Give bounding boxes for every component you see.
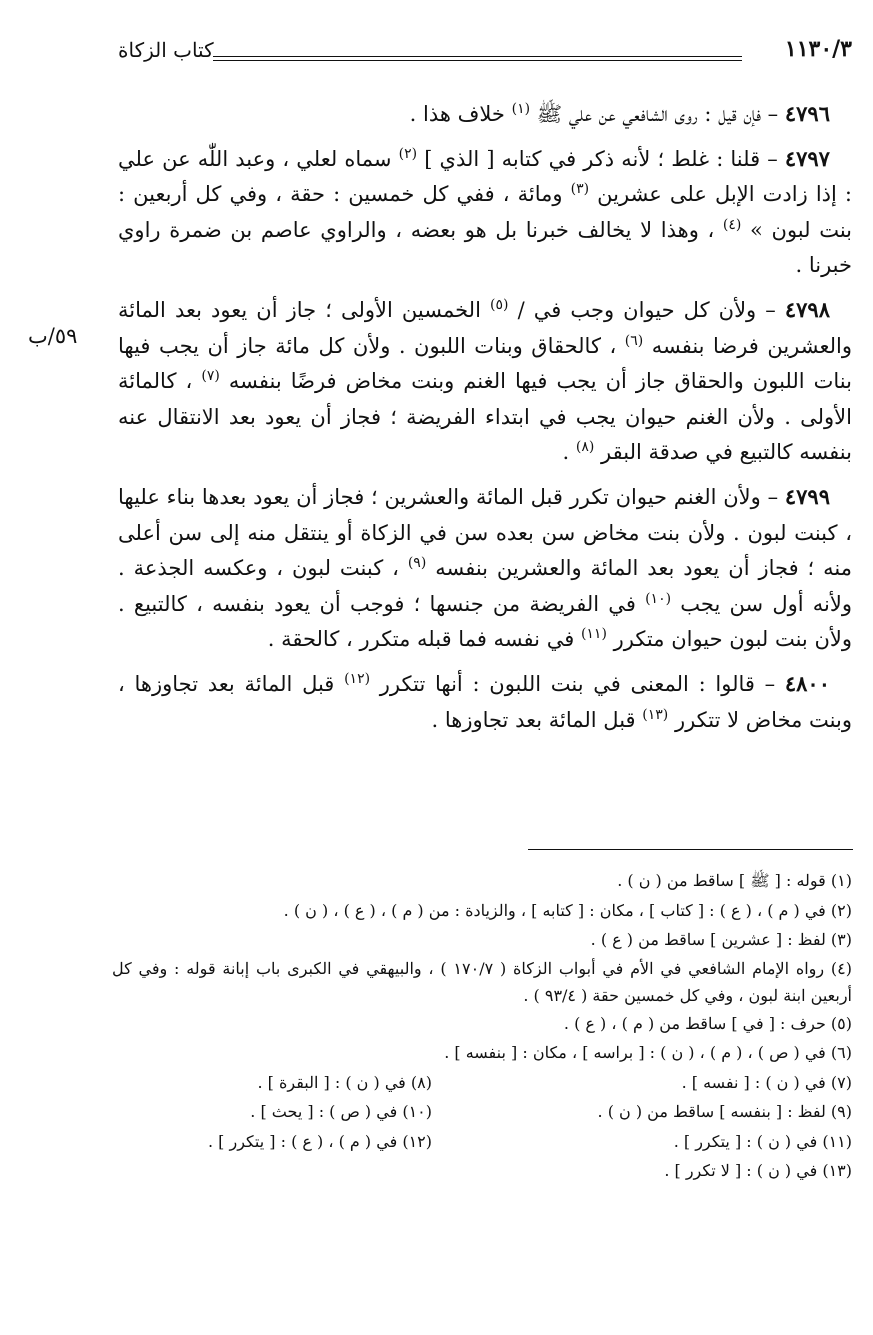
paragraph-number: ٤٧٩٨: [784, 296, 830, 322]
margin-note: ٥٩/ب: [28, 324, 78, 348]
footnote-ref: (٣): [570, 181, 590, 198]
text: .: [562, 440, 570, 465]
footnote-5: (٥) حرف : [ في ] ساقط من ( م ) ، ( ع ) .: [563, 1013, 852, 1033]
paragraph-4798: [118, 292, 852, 471]
header-rule: [213, 56, 742, 61]
page-number: ١١٣٠/٣: [784, 36, 852, 62]
book-title: كتاب الزكاة: [118, 38, 214, 62]
text: ، كالحقاق وبنات اللبون . ولأن كل مائة جاز أن يجب فيها بنات اللبون والحقاق جاز أن يجب فيها الغنم وبنت مخاض فرضًا بنفسه: [118, 333, 852, 394]
footnote-ref: (٥): [490, 296, 509, 313]
footnote-10: (١٠) في ( ص ) : [ يحث ] .: [250, 1102, 432, 1121]
footnote-ref: (١): [511, 101, 531, 117]
text: قبل المائة بعد تجاوزها .: [431, 707, 636, 732]
text: ، وهذا لا يخالف خبرنا بل هو بعضه ، والراوي عاصم بن ضمرة راوي خبرنا .: [118, 217, 852, 278]
footnote-ref: (١٣): [642, 706, 669, 723]
text: ومائة ، ففي كل خمسين : حقة ، وفي كل أربعين : بنت لبون »: [118, 182, 852, 242]
footnote-4: (٤) رواه الإمام الشافعي في الأم في أبواب الزكاة ( ١٧٠/٧ ) ، والبيهقي في الكبرى باب إبانة قوله : وفي كل أربعين ابنة لبون ، وفي كل خمسين حقة ( ٩٣/٤ ) .: [112, 958, 853, 1005]
paragraph-number: ٤٧٩٩: [784, 483, 830, 509]
text: ، كالمائة الأولى . ولأن الغنم حيوان يجب في ابتداء الفريضة ؛ فجاز أن يعود بعد الانتقال عنه بنفسه كالتبيع في صدقة البقر: [118, 369, 852, 465]
footnote-11: (١١) في ( ن ) : [ يتكرر ] .: [673, 1131, 852, 1151]
page-header: [118, 36, 852, 72]
footnote-ref: (١١): [580, 626, 607, 643]
main-text: [118, 96, 852, 746]
text: – قلنا : غلط ؛ لأنه ذكر في كتابه [ الذي ]: [424, 146, 778, 171]
footnote-3: (٣) لفظ : [ عشرين ] ساقط من ( ع ) .: [590, 930, 852, 949]
footnote-8: (٨) في ( ن ) : [ البقرة ] .: [257, 1072, 432, 1092]
text: – قالوا : المعنى في بنت اللبون : أنها تتكرر: [379, 671, 776, 696]
text: ، كبنت لبون ، وعكسه الجذعة . ولأنه أول سن يجب: [118, 556, 852, 616]
footnote-ref: (١٠): [645, 590, 672, 607]
footnote-13: (١٣) في ( ن ) : [ لا تكرر ] .: [664, 1161, 852, 1180]
footnote-2: (٢) في ( م ) ، ( ع ) : [ كتاب ] ، مكان : [ كتابه ] ، والزيادة : من ( م ) ، ( ع ) ، ( ن ) .: [283, 900, 852, 920]
footnote-row: [112, 1068, 852, 1098]
footnote-separator: [528, 849, 853, 850]
text: خلاف هذا .: [409, 102, 505, 126]
paragraph-4796: [118, 96, 852, 133]
text: سماه لعلي ، وعبد اللّٰه عن علي : إذا زادت الإبل على عشرين: [118, 146, 852, 207]
text: في نفسه فما قبله متكرر ، كالحقة .: [267, 627, 575, 652]
paragraph-4800: [118, 666, 852, 738]
footnote-9: (٩) لفظ : [ بنفسه ] ساقط من ( ن ) .: [597, 1102, 852, 1121]
text: – ولأن كل حيوان وجب في /: [517, 297, 776, 322]
footnote-ref: (٦): [624, 332, 644, 349]
footnote-ref: (٨): [575, 439, 595, 456]
footnote-ref: (٤): [722, 216, 742, 233]
footnote-ref: (٩): [407, 555, 427, 572]
footnote-row: [112, 1127, 852, 1157]
paragraph-number: ٤٧٩٦: [784, 101, 830, 126]
footnote-ref: (١٢): [344, 670, 371, 687]
footnotes: [112, 866, 852, 1186]
paragraph-number: ٤٨٠٠: [784, 670, 830, 696]
footnote-7: (٧) في ( ن ) : [ نفسه ] .: [681, 1072, 852, 1092]
text: – ولأن الغنم حيوان تكرر قبل المائة والعشرين ؛ فجاز أن يعود بعدها بناء عليها ، كبنت لبون . ولأن بنت مخاض سن بعده سن في الزكاة أو ينتقل منه إلى سن أعلى منه ؛ فجاز أن يعود بعد المائة والعشرين بنفسه: [118, 484, 852, 581]
paragraph-4799: [118, 479, 852, 658]
text: في الفريضة من جنسها ؛ فوجب أن يعود بنفسه ، كالتبيع . ولأن بنت لبون حيوان متكرر: [118, 591, 852, 652]
footnote-12: (١٢) في ( م ) ، ( ع ) : [ يتكرر ] .: [208, 1131, 432, 1151]
paragraph-number: ٤٧٩٧: [784, 145, 830, 171]
paragraph-4797: [118, 141, 852, 284]
footnote-1: (١) قوله : [ ﷺ ] ساقط من ( ن ) .: [617, 871, 852, 890]
text: – فإن قيل : روى الشافعي عن علي ﷺ: [536, 102, 779, 126]
footnote-ref: (٧): [201, 368, 220, 385]
text: قبل المائة بعد تجاوزها ، وبنت مخاض لا تتكرر: [118, 671, 852, 732]
footnote-row: [112, 1097, 852, 1127]
footnote-6: (٦) في ( ص ) ، ( م ) ، ( ن ) : [ براسه ] ، مكان : [ بنفسه ] .: [444, 1043, 852, 1062]
text: الخمسين الأولى ؛ جاز أن يعود بعد المائة والعشرين فرضا بنفسه: [118, 297, 852, 358]
footnote-ref: (٢): [398, 145, 418, 162]
